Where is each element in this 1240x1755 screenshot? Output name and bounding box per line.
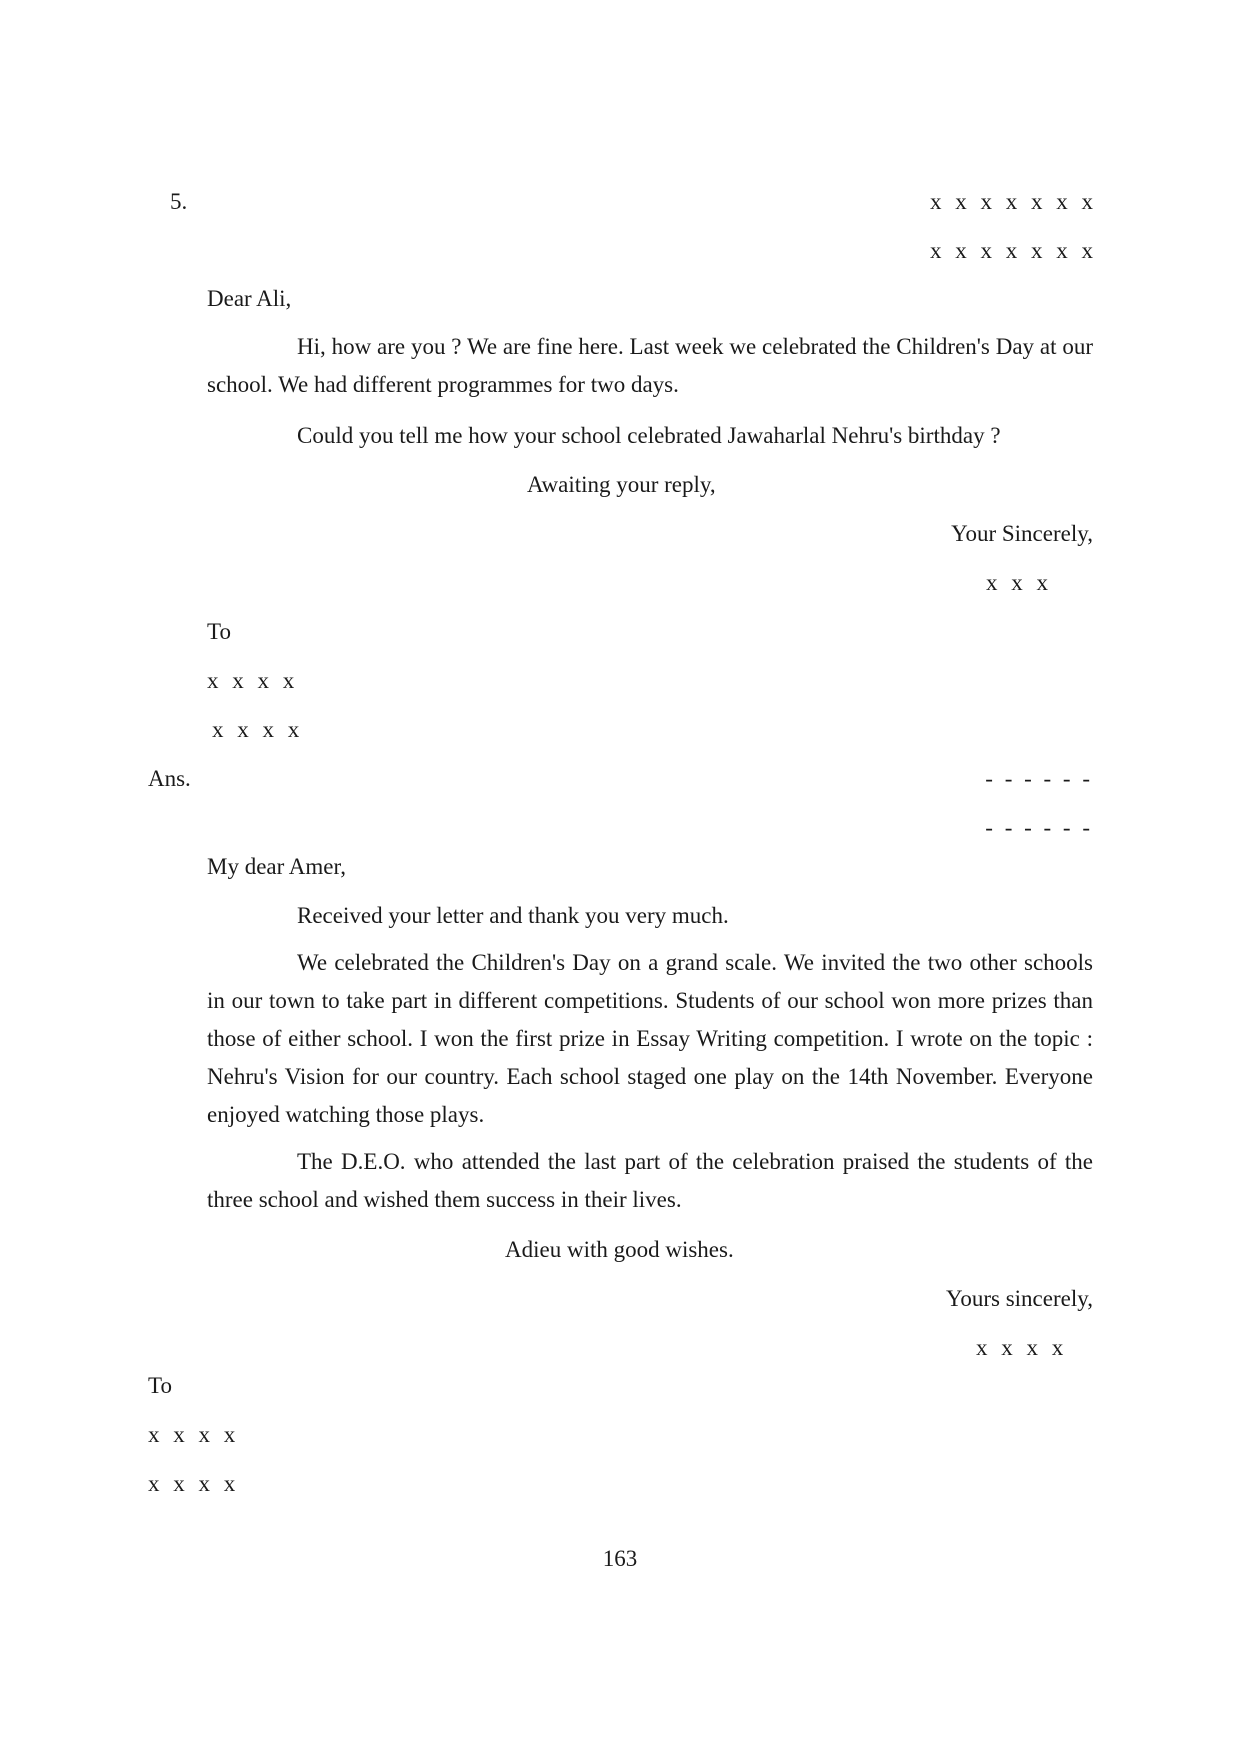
question-paragraph-1 xyxy=(207,328,1093,404)
question-paragraph-1-text: Hi, how are you ? We are fine here. Last week we celebrated the Children's Day at our school. We had different programmes for two days. xyxy=(207,334,1093,397)
answer-signoff: Yours sincerely, xyxy=(946,1286,1093,1311)
answer-signature: x x x x xyxy=(976,1335,1068,1360)
answer-salutation: My dear Amer, xyxy=(207,854,346,879)
answer-to-label: To xyxy=(148,1373,172,1398)
answer-paragraph-1: Received your letter and thank you very much. xyxy=(297,903,729,928)
answer-paragraph-2-text: We celebrated the Children's Day on a grand scale. We invited the two other schools in our town to take part in different competitions. Students of our school won more prizes than those of either school. I won the first prize in Essay Writing competition. I wrote on the topic : Nehru's Vision for our country. Each school staged one play on the 14th November. Everyone enjoyed watching those plays. xyxy=(207,950,1093,1127)
answer-to-address-line-1: x x x x xyxy=(148,1422,240,1447)
page-number: 163 xyxy=(602,1546,638,1571)
answer-paragraph-2 xyxy=(207,944,1093,1134)
question-paragraph-2: Could you tell me how your school celebrated Jawaharlal Nehru's birthday ? xyxy=(297,423,1001,448)
question-signoff: Your Sincerely, xyxy=(951,521,1093,546)
question-number: 5. xyxy=(170,189,188,214)
answer-closing: Adieu with good wishes. xyxy=(505,1237,734,1262)
question-to-address-line-1: x x x x xyxy=(207,668,299,693)
answer-paragraph-3 xyxy=(207,1143,1093,1219)
question-closing: Awaiting your reply, xyxy=(527,472,716,497)
answer-sender-address-line-1: - - - - - - xyxy=(985,766,1093,791)
answer-paragraph-3-text: The D.E.O. who attended the last part of the celebration praised the students of the three school and wished them success in their lives. xyxy=(207,1149,1093,1212)
question-sender-address-line-2: x x x x x x x xyxy=(930,238,1097,263)
answer-label: Ans. xyxy=(148,766,191,791)
question-salutation: Dear Ali, xyxy=(207,286,292,311)
question-to-label: To xyxy=(207,619,231,644)
question-to-address-line-2: x x x x xyxy=(212,717,304,742)
answer-sender-address-line-2: - - - - - - xyxy=(985,815,1093,840)
answer-to-address-line-2: x x x x xyxy=(148,1471,240,1496)
question-sender-address-line-1: x x x x x x x xyxy=(930,189,1097,214)
question-signature: x x x xyxy=(986,570,1052,595)
